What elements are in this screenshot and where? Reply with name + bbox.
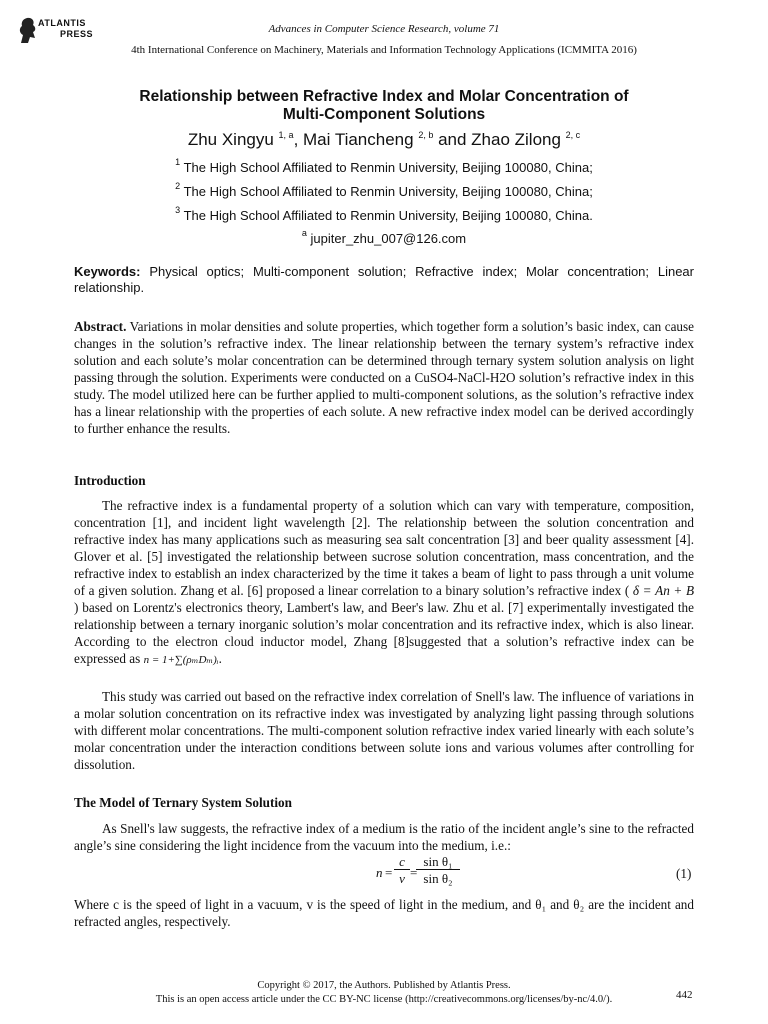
model-paragraph-2: Where c is the speed of light in a vacuum, v is the speed of light in the medium, and θ₁ and θ₂ are the incident and refracted angles, respectively. [74, 897, 694, 929]
keywords-label: Keywords: [74, 264, 141, 279]
journal-name: Advances in Computer Science Research, volume 71 [268, 23, 500, 35]
conference-name: 4th International Conference on Machinery, Materials and Information Technology Applications (ICMMITA 2016) [131, 44, 637, 56]
affiliation-text: The High School Affiliated to Renmin University, Beijing 100080, China; [183, 160, 593, 175]
affiliation [0, 205, 768, 223]
snell-equation [372, 852, 462, 896]
author-separator: , [293, 130, 304, 149]
author-superscript: 1, a [278, 130, 294, 140]
intro-text-part-2: ) based on Lorentz's electronics theory, Lambert's law, and Beer's law. Zhu et al. [7] experimentally investigated the relationship between a ternary inorganic solution’s molar concentration and its refractive index, which is also linear. According to the electron cloud inductor model, Zhang [8]suggested that a solution’s refractive index can be expressed as [74, 600, 694, 666]
affiliation-superscript: 1 [175, 157, 181, 167]
author-name: Zhao Zilong [471, 130, 561, 149]
affiliation-superscript: 3 [175, 205, 181, 215]
author-superscript: 2, c [565, 130, 581, 140]
affiliation [0, 157, 768, 175]
title-line-2: Multi-Component Solutions [282, 106, 486, 123]
page-number: 442 [676, 989, 693, 1001]
author-separator: and [433, 130, 472, 149]
email-text: jupiter_zhu_007@126.com [310, 231, 467, 246]
title-line-1: Relationship between Refractive Index and Molar Concentration of [139, 88, 629, 105]
fraction-sine-ratio [416, 854, 460, 887]
numerator: c [394, 854, 410, 870]
equals-sign: = [385, 865, 393, 880]
denominator: sin θ₂ [423, 871, 453, 886]
keywords [74, 264, 694, 296]
abstract-text: Variations in molar densities and solute properties, which together form a solution’s basic index, can cause changes in the solution’s refractive index. The linear relationship between the ternary system’s refractive index solution and each solute’s molar concentration can be determined through ternary system solution analysis on light passing through the solution. Experiments were conducted on a CuSO4-NaCl-H2O solution’s refractive index in this study. The model utilized here can be further applied to multi-component solutions, as the solution’s refractive index has a linear relationship with the properties of each solute. A new refractive index model can be derived accordingly to further enhance the results. [74, 319, 695, 436]
author-name: Zhu Xingyu [187, 130, 274, 149]
equation-number: (1) [676, 866, 692, 881]
introduction-heading: Introduction [74, 473, 146, 488]
publisher-name-line2: PRESS [60, 29, 94, 39]
affiliation-superscript: 2 [175, 181, 181, 191]
affiliation [0, 181, 768, 199]
numerator: sin θ₁ [416, 854, 460, 870]
publisher-name-line1: ATLANTIS [38, 18, 86, 28]
intro-text-part-1: The refractive index is a fundamental property of a solution which can vary with temperature, composition, concentration [1], and incident light wavelength [2]. The relationship between the solution concentration and refractive index has many applications such as measuring sea salt concentration [3] and beer quality assessment [4]. Glover et al. [5] investigated the relationship between sucrose solution concentration, mass concentration, and the refractive index to establish an index characterized by the time it takes a beam of light to pass through a unit volume of a given solution. Zhang et al. [6] proposed a linear correlation to a binary solution’s refractive index ( [74, 498, 694, 598]
model-paragraph-1: As Snell's law suggests, the refractive index of a medium is the ratio of the incident angle’s sine to the refracted angle’s sine considering the light incidence from the vacuum into the medium, i.e.: [74, 821, 694, 853]
introduction-paragraph-2: This study was carried out based on the refractive index correlation of Snell's law. The influence of variations in a molar solution concentration on its refractive index was investigated by analyzing light passing through solutions with different molar concentrations. The multi-component solution refractive index varied linearly with each solute’s molar concentration under the interaction conditions between solute ions and various volumes after controlling for dissolution. [74, 689, 694, 772]
equation-lhs: n [376, 865, 383, 880]
paper-title [60, 88, 708, 124]
model-section-heading: The Model of Ternary System Solution [74, 795, 292, 810]
license-notice: This is an open access article under the CC BY-NC license (http://creativecommons.org/licenses/by-nc/4.0/). [155, 994, 613, 1005]
abstract [74, 318, 694, 437]
affiliation-text: The High School Affiliated to Renmin University, Beijing 100080, China; [183, 184, 593, 199]
affiliation-text: The High School Affiliated to Renmin University, Beijing 100080, China. [183, 208, 593, 223]
email-superscript: a [301, 228, 307, 238]
intro-text-end: . [218, 651, 222, 666]
equals-sign: = [410, 865, 418, 880]
lorentz-formula: δ = An + B [632, 583, 695, 598]
denominator: v [399, 871, 405, 886]
author-list [0, 130, 768, 150]
author-superscript: 2, b [418, 130, 434, 140]
abstract-label: Abstract. [74, 319, 127, 334]
keywords-text: Physical optics; Multi-component solution; Refractive index; Molar concentration; Linear relationship. [74, 264, 694, 295]
introduction-paragraph-1 [74, 497, 694, 669]
author-name: Mai Tiancheng [303, 130, 414, 149]
refractive-index-formula: n = 1+∑(ρₘDₘ)ᵢ [143, 654, 219, 666]
fraction-c-over-v [394, 854, 410, 887]
copyright-notice: Copyright © 2017, the Authors. Published by Atlantis Press. [257, 980, 511, 991]
author-email [0, 228, 768, 246]
